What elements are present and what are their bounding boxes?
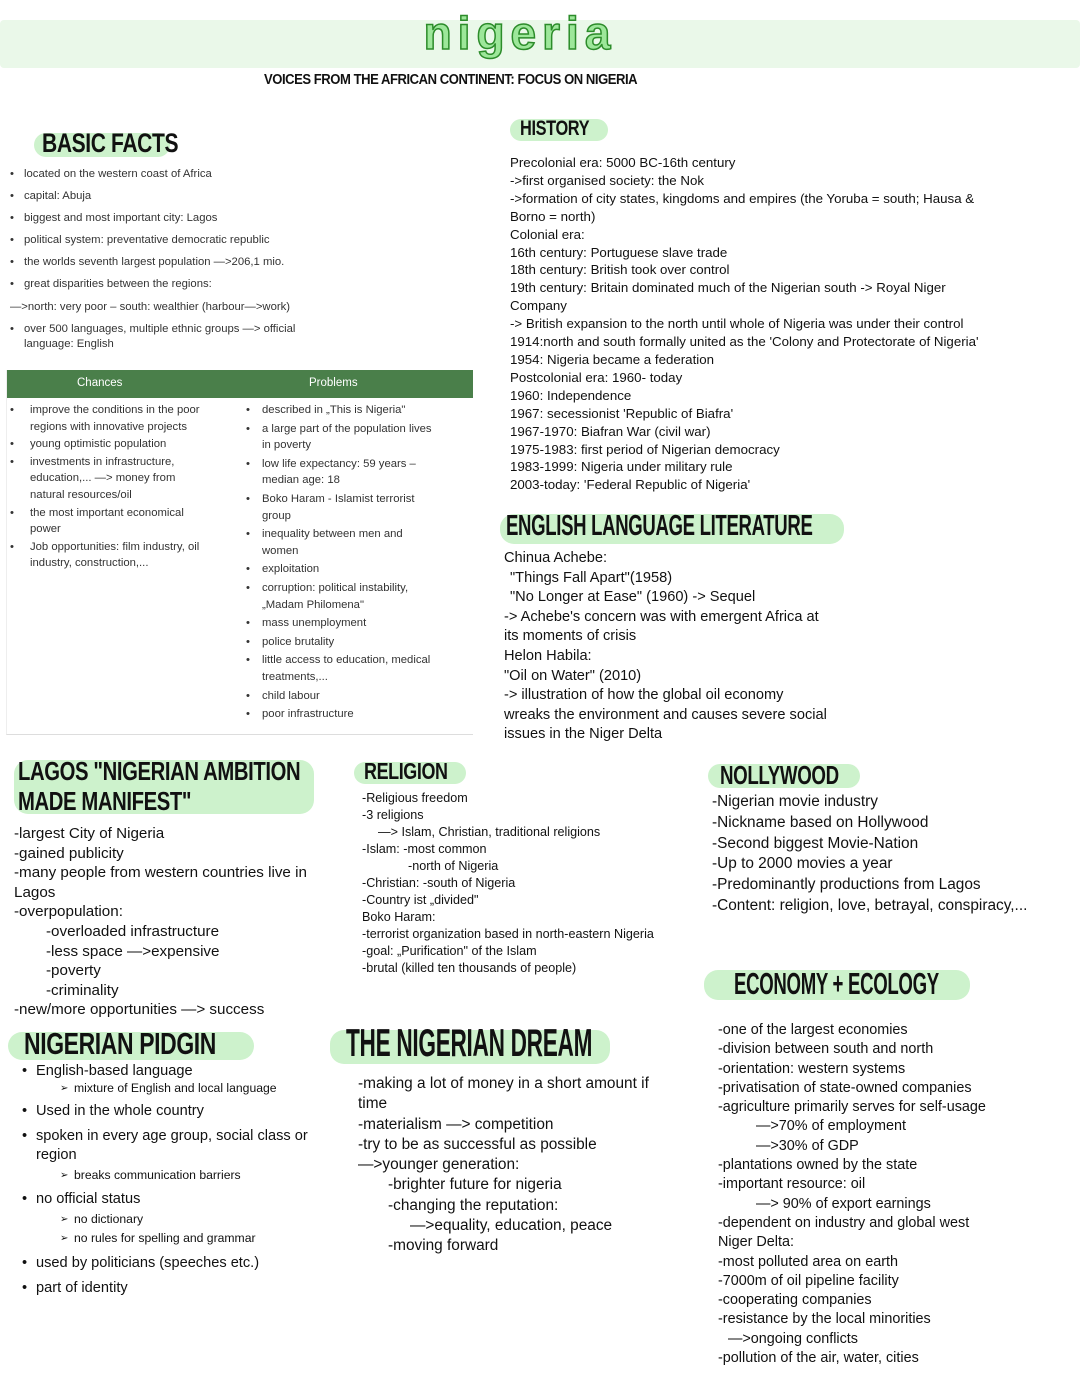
- nollywood-heading: NOLLYWOOD: [720, 760, 839, 790]
- problem-5: • inequality between men and women: [246, 526, 470, 559]
- fact-2: • capital: Abuja: [10, 188, 350, 205]
- basic-facts-list: [10, 166, 350, 353]
- fact-1: • located on the western coast of Africa: [10, 166, 350, 183]
- pidgin-sub-1: ➢ mixture of English and local language: [60, 1080, 308, 1097]
- fact-sub: —>north: very poor – south: wealthier (harbour—>work): [10, 300, 291, 313]
- problem-3: • low life expectancy: 59 years – median age: 18: [246, 456, 470, 489]
- history-heading: HISTORY: [520, 117, 590, 140]
- chance-3: • investments in infrastructure, education,... —> money from natural resources/oil: [10, 454, 240, 504]
- pidgin-item-5: • used by politicians (speeches etc.): [22, 1254, 308, 1272]
- page-subtitle: VOICES FROM THE AFRICAN CONTINENT: FOCUS ON NIGERIA: [264, 72, 638, 88]
- lagos-heading: LAGOS "NIGERIAN AMBITION MADE MANIFEST": [18, 756, 301, 816]
- pidgin-item-2: • Used in the whole country: [22, 1102, 308, 1120]
- literature-text: Chinua Achebe: "Things Fall Apart"(1958) "No Longer at Ease" (1960) -> Sequel -> Achebe's concern was with emergent Africa at its moments of crisis Helon Habila: "Oil on Water" (2010) -> illustration of how the global oil economy wreaks the environment and causes severe social issues in the Niger Delta: [504, 550, 827, 743]
- basic-facts-heading: BASIC FACTS: [42, 128, 179, 158]
- literature-heading: ENGLISH LANGUAGE LITERATURE: [506, 510, 813, 542]
- lagos-text: -largest City of Nigeria -gained publicity -many people from western countries live in Lagos -overpopulation: -overloaded infrastructure -less space —>expensive -poverty -criminality -new/more opportunities —> success: [14, 825, 307, 1019]
- col-problems: Problems: [309, 377, 358, 389]
- dream-text: -making a lot of money in a short amount if time -materialism —> competition -try to be as successful as possible —>younger generation: -brighter future for nigeria -changing the reputation: —>equality, education, peace -moving forward: [358, 1075, 649, 1255]
- problem-4: • Boko Haram - Islamist terrorist group: [246, 491, 470, 524]
- problem-9: • police brutality: [246, 634, 470, 651]
- fact-7: • over 500 languages, multiple ethnic groups —> official language: English: [10, 321, 350, 353]
- pidgin-item-1: • English-based language: [22, 1062, 308, 1080]
- dream-heading: THE NIGERIAN DREAM: [346, 1022, 593, 1065]
- chance-5: • Job opportunities: film industry, oil industry, construction,...: [10, 539, 240, 572]
- pidgin-item-6: • part of identity: [22, 1279, 308, 1297]
- col-chances: Chances: [77, 377, 123, 389]
- problem-1: • described in „This is Nigeria": [246, 402, 470, 419]
- fact-4: • political system: preventative democratic republic: [10, 232, 350, 249]
- economy-text: -one of the largest economies -division between south and north -orientation: western systems -privatisation of state-owned companies -agriculture primarily serves for self-usage —>70% of employment —>30% of GDP -plantations owned by the state -important resource: oil —> 90% of export earnings -dependent on industry and global west Niger Delta: -most polluted area on earth -7000m of oil pipeline facility -cooperating companies -resistance by the local minorities —>ongoing conflicts -pollution of the air, water, cities: [718, 1022, 986, 1367]
- chance-1: • improve the conditions in the poor regions with innovative projects: [10, 402, 240, 435]
- page-title: nigeria: [423, 7, 617, 59]
- chance-2: • young optimistic population: [10, 436, 240, 453]
- chance-4: • the most important economical power: [10, 505, 240, 538]
- fact-5: • the worlds seventh largest population —>206,1 mio.: [10, 254, 350, 271]
- problem-11: • child labour: [246, 688, 470, 705]
- pidgin-sub-4a: ➢ no dictionary: [60, 1210, 308, 1229]
- problems-list: [246, 402, 470, 723]
- pidgin-heading: NIGERIAN PIDGIN: [24, 1026, 217, 1061]
- problem-10: • little access to education, medical treatments,...: [246, 652, 470, 685]
- problem-2: • a large part of the population lives in poverty: [246, 421, 470, 454]
- history-text: Precolonial era: 5000 BC-16th century ->first organised society: the Nok ->formation of city states, kingdoms and empires (the Yoruba = south; Hausa & Borno = north) Colonial era: 16th century: Portuguese slave trade 18th century: British took over control 19th century: Britain dominated much of the Nigerian south -> Royal Niger Company -> British expansion to the north until whole of Nigeria was under their control 1914:north and south formally united as the 'Colony and Protectorate of Nigeria' 1954: Nigeria became a federation Postcolonial era: 1960- today 1960: Independence 1967: secessionist 'Republic of Biafra' 1967-1970: Biafran War (civil war) 1975-1983: first period of Nigerian democracy 1983-1999: Nigeria under military rule 2003-today: 'Federal Republic of Nigeria': [510, 155, 979, 493]
- pidgin-item-3: • spoken in every age group, social class or region: [22, 1127, 308, 1165]
- religion-heading: RELIGION: [364, 758, 448, 784]
- fact-6: • great disparities between the regions:: [10, 276, 350, 293]
- chances-list: [10, 402, 240, 572]
- problem-7: • corruption: political instability, „Madam Philomena": [246, 580, 470, 613]
- problem-8: • mass unemployment: [246, 615, 470, 632]
- fact-3: • biggest and most important city: Lagos: [10, 210, 350, 227]
- pidgin-sub-4b: ➢ no rules for spelling and grammar: [60, 1229, 308, 1248]
- pidgin-sub-3: ➢ breaks communication barriers: [60, 1167, 308, 1184]
- nollywood-text: -Nigerian movie industry -Nickname based on Hollywood -Second biggest Movie-Nation -Up to 2000 movies a year -Predominantly productions from Lagos -Content: religion, love, betrayal, conspiracy,...: [712, 793, 1028, 914]
- pidgin-item-4: • no official status: [22, 1190, 308, 1208]
- economy-heading: ECONOMY + ECOLOGY: [734, 966, 939, 1001]
- table-header: [7, 370, 473, 398]
- problem-12: • poor infrastructure: [246, 706, 470, 723]
- pidgin-text: [22, 1062, 308, 1297]
- problem-6: • exploitation: [246, 561, 470, 578]
- religion-text: -Religious freedom -3 religions —> Islam, Christian, traditional religions -Islam: -most common -north of Nigeria -Christian: -south of Nigeria -Country ist „divided" Boko Haram: -terrorist organization based in north-eastern Nigeria -goal: „Purification" of the Islam -brutal (killed ten thousands of people): [362, 791, 654, 975]
